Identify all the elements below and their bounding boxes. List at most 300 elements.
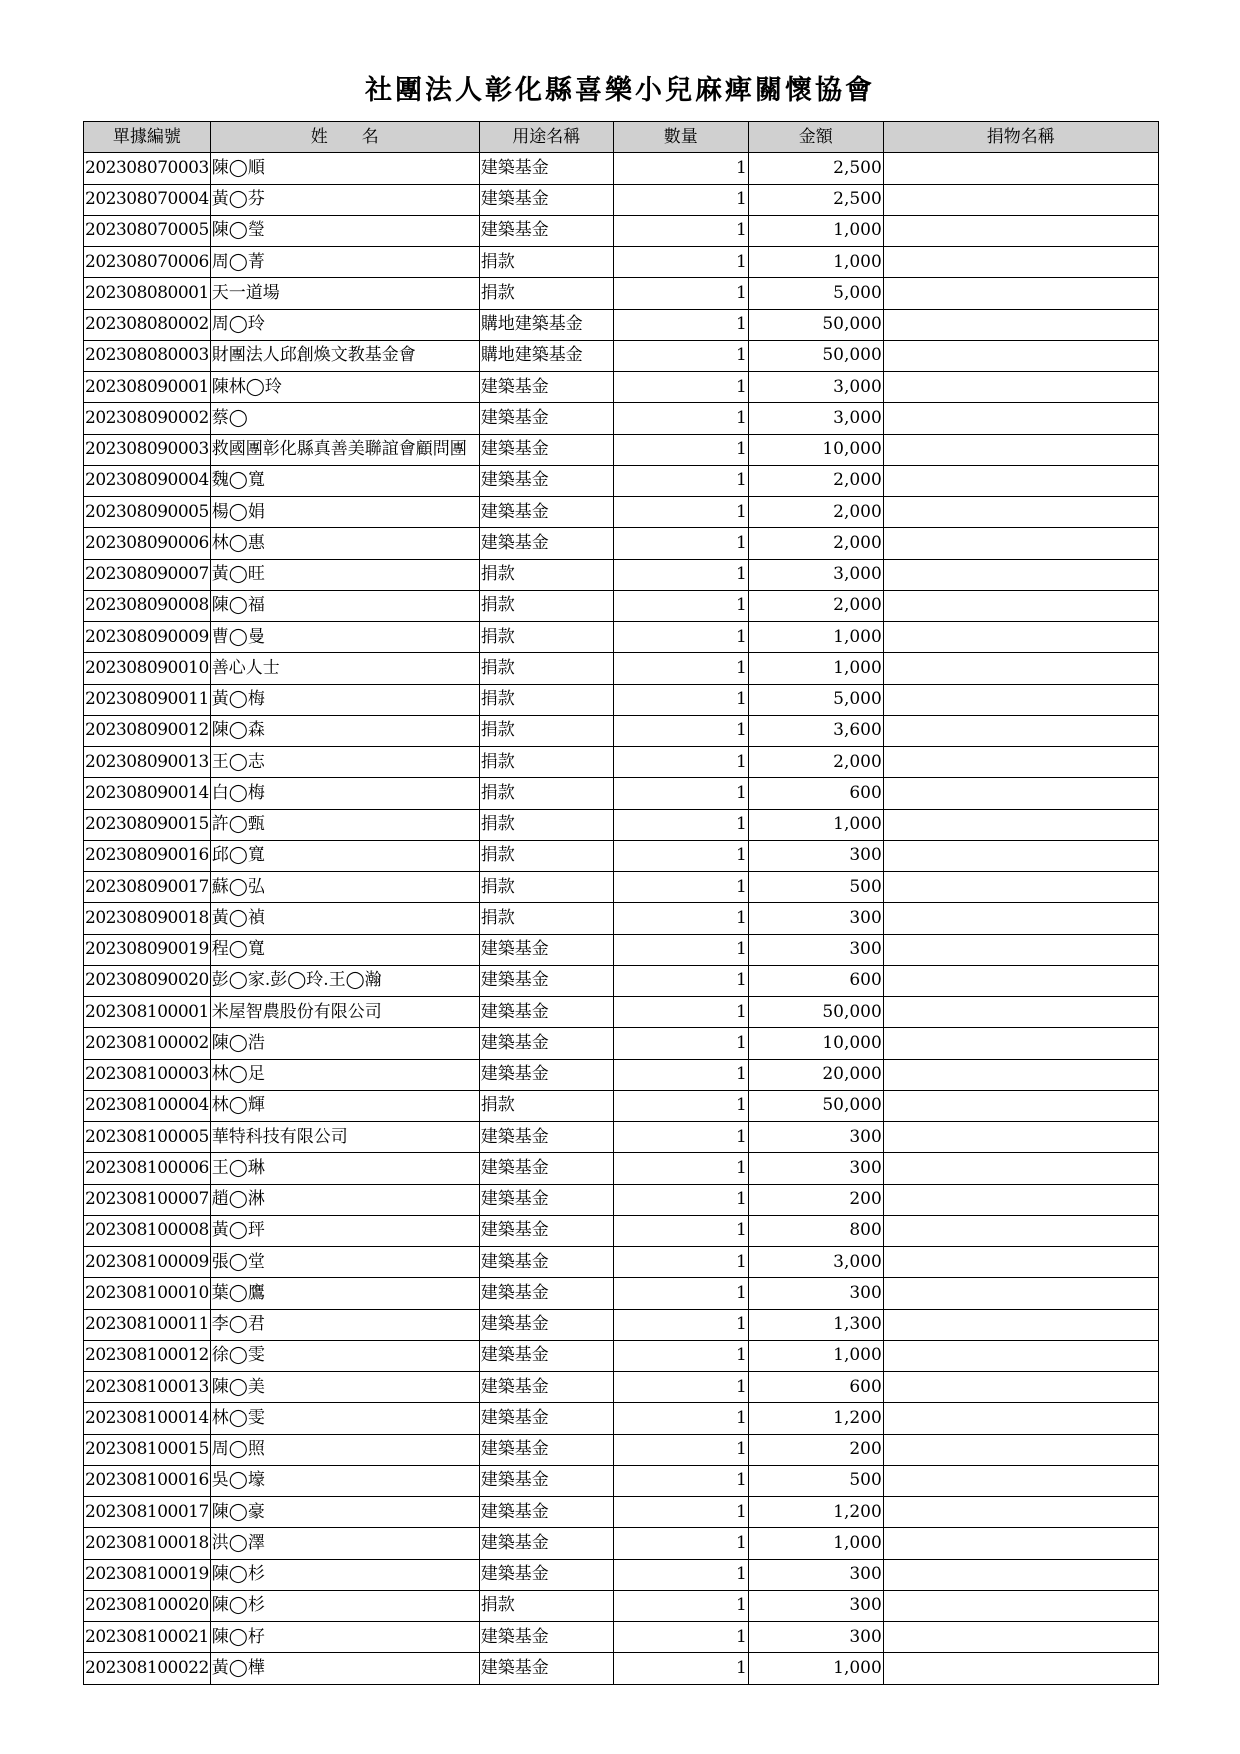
cell-receipt-number: 202308090004 <box>84 465 211 496</box>
cell-amount: 2,000 <box>748 590 883 621</box>
cell-receipt-number: 202308090020 <box>84 965 211 996</box>
cell-quantity: 1 <box>613 1247 748 1278</box>
cell-quantity: 1 <box>613 184 748 215</box>
table-row <box>84 1184 1159 1215</box>
table-row <box>84 497 1159 528</box>
cell-quantity: 1 <box>613 1090 748 1121</box>
cell-name: 陳◯杉 <box>210 1559 479 1590</box>
cell-receipt-number: 202308080003 <box>84 340 211 371</box>
cell-donated-item <box>883 184 1158 215</box>
cell-name: 彭◯家.彭◯玲.王◯瀚 <box>210 965 479 996</box>
cell-name: 周◯菁 <box>210 247 479 278</box>
cell-name: 陳◯杉 <box>210 1590 479 1621</box>
table-row <box>84 1434 1159 1465</box>
cell-amount: 50,000 <box>748 309 883 340</box>
cell-receipt-number: 202308090017 <box>84 872 211 903</box>
cell-receipt-number: 202308100004 <box>84 1090 211 1121</box>
cell-quantity: 1 <box>613 1059 748 1090</box>
cell-purpose: 購地建築基金 <box>479 340 613 371</box>
cell-receipt-number: 202308090015 <box>84 809 211 840</box>
cell-amount: 3,000 <box>748 372 883 403</box>
cell-name: 李◯君 <box>210 1309 479 1340</box>
cell-receipt-number: 202308100003 <box>84 1059 211 1090</box>
cell-donated-item <box>883 1059 1158 1090</box>
cell-quantity: 1 <box>613 684 748 715</box>
table-row <box>84 434 1159 465</box>
cell-donated-item <box>883 1528 1158 1559</box>
cell-donated-item <box>883 559 1158 590</box>
cell-purpose: 建築基金 <box>479 1184 613 1215</box>
table-row <box>84 1465 1159 1496</box>
table-row <box>84 403 1159 434</box>
cell-quantity: 1 <box>613 278 748 309</box>
cell-purpose: 建築基金 <box>479 215 613 246</box>
table-row <box>84 965 1159 996</box>
cell-purpose: 捐款 <box>479 278 613 309</box>
cell-amount: 300 <box>748 840 883 871</box>
cell-amount: 300 <box>748 1622 883 1653</box>
table-row <box>84 653 1159 684</box>
cell-name: 黃◯禎 <box>210 903 479 934</box>
cell-donated-item <box>883 1622 1158 1653</box>
cell-receipt-number: 202308090005 <box>84 497 211 528</box>
cell-purpose: 建築基金 <box>479 528 613 559</box>
table-row <box>84 1372 1159 1403</box>
table-row <box>84 747 1159 778</box>
cell-amount: 1,200 <box>748 1403 883 1434</box>
cell-quantity: 1 <box>613 559 748 590</box>
cell-receipt-number: 202308100009 <box>84 1247 211 1278</box>
cell-name: 曹◯曼 <box>210 622 479 653</box>
cell-name: 陳林◯玲 <box>210 372 479 403</box>
cell-donated-item <box>883 1153 1158 1184</box>
cell-purpose: 建築基金 <box>479 372 613 403</box>
cell-quantity: 1 <box>613 465 748 496</box>
cell-purpose: 捐款 <box>479 747 613 778</box>
cell-amount: 2,000 <box>748 465 883 496</box>
cell-name: 林◯雯 <box>210 1403 479 1434</box>
cell-purpose: 捐款 <box>479 622 613 653</box>
cell-receipt-number: 202308100010 <box>84 1278 211 1309</box>
cell-name: 王◯志 <box>210 747 479 778</box>
cell-name: 邱◯寬 <box>210 840 479 871</box>
cell-donated-item <box>883 1028 1158 1059</box>
cell-quantity: 1 <box>613 1465 748 1496</box>
cell-name: 財團法人邱創煥文教基金會 <box>210 340 479 371</box>
cell-amount: 300 <box>748 1559 883 1590</box>
cell-receipt-number: 202308090001 <box>84 372 211 403</box>
cell-name: 周◯照 <box>210 1434 479 1465</box>
cell-receipt-number: 202308100019 <box>84 1559 211 1590</box>
cell-quantity: 1 <box>613 1184 748 1215</box>
table-row <box>84 215 1159 246</box>
table-row <box>84 590 1159 621</box>
table-row <box>84 278 1159 309</box>
table-body <box>84 153 1159 1684</box>
header-quantity: 數量 <box>613 122 748 153</box>
cell-donated-item <box>883 1465 1158 1496</box>
cell-name: 葉◯鷹 <box>210 1278 479 1309</box>
cell-donated-item <box>883 934 1158 965</box>
cell-quantity: 1 <box>613 1028 748 1059</box>
cell-amount: 1,000 <box>748 215 883 246</box>
cell-donated-item <box>883 965 1158 996</box>
cell-quantity: 1 <box>613 497 748 528</box>
document-title: 社團法人彰化縣喜樂小兒麻痺關懷協會 <box>365 75 875 106</box>
cell-purpose: 建築基金 <box>479 184 613 215</box>
table-row <box>84 1153 1159 1184</box>
cell-amount: 600 <box>748 1372 883 1403</box>
cell-donated-item <box>883 434 1158 465</box>
cell-receipt-number: 202308090003 <box>84 434 211 465</box>
header-name: 姓 名 <box>210 122 479 153</box>
cell-amount: 3,000 <box>748 559 883 590</box>
cell-donated-item <box>883 1497 1158 1528</box>
cell-name: 吳◯壕 <box>210 1465 479 1496</box>
cell-receipt-number: 202308090018 <box>84 903 211 934</box>
cell-donated-item <box>883 153 1158 184</box>
table-row <box>84 1090 1159 1121</box>
cell-donated-item <box>883 1278 1158 1309</box>
cell-amount: 5,000 <box>748 278 883 309</box>
cell-purpose: 捐款 <box>479 684 613 715</box>
table-row <box>84 1059 1159 1090</box>
table-row <box>84 1653 1159 1684</box>
cell-amount: 2,500 <box>748 184 883 215</box>
cell-receipt-number: 202308090009 <box>84 622 211 653</box>
cell-quantity: 1 <box>613 1497 748 1528</box>
cell-name: 黃◯玶 <box>210 1215 479 1246</box>
cell-amount: 800 <box>748 1215 883 1246</box>
cell-amount: 500 <box>748 872 883 903</box>
cell-purpose: 建築基金 <box>479 965 613 996</box>
cell-receipt-number: 202308070003 <box>84 153 211 184</box>
cell-name: 黃◯旺 <box>210 559 479 590</box>
cell-purpose: 建築基金 <box>479 1059 613 1090</box>
cell-receipt-number: 202308100007 <box>84 1184 211 1215</box>
cell-receipt-number: 202308100018 <box>84 1528 211 1559</box>
table-row <box>84 1528 1159 1559</box>
cell-receipt-number: 202308090008 <box>84 590 211 621</box>
header-donated-item: 捐物名稱 <box>883 122 1158 153</box>
cell-donated-item <box>883 1090 1158 1121</box>
cell-amount: 2,000 <box>748 528 883 559</box>
cell-name: 楊◯娟 <box>210 497 479 528</box>
cell-purpose: 建築基金 <box>479 1403 613 1434</box>
cell-name: 陳◯福 <box>210 590 479 621</box>
cell-purpose: 建築基金 <box>479 1622 613 1653</box>
cell-quantity: 1 <box>613 872 748 903</box>
cell-receipt-number: 202308100021 <box>84 1622 211 1653</box>
cell-purpose: 建築基金 <box>479 153 613 184</box>
cell-amount: 1,000 <box>748 1528 883 1559</box>
cell-name: 黃◯梅 <box>210 684 479 715</box>
cell-donated-item <box>883 840 1158 871</box>
cell-donated-item <box>883 1590 1158 1621</box>
cell-amount: 3,000 <box>748 1247 883 1278</box>
cell-name: 魏◯寬 <box>210 465 479 496</box>
cell-quantity: 1 <box>613 1653 748 1684</box>
table-row <box>84 1028 1159 1059</box>
cell-amount: 300 <box>748 1153 883 1184</box>
cell-receipt-number: 202308100016 <box>84 1465 211 1496</box>
cell-receipt-number: 202308090006 <box>84 528 211 559</box>
cell-donated-item <box>883 1215 1158 1246</box>
cell-amount: 50,000 <box>748 340 883 371</box>
cell-amount: 300 <box>748 1278 883 1309</box>
cell-amount: 1,200 <box>748 1497 883 1528</box>
cell-purpose: 建築基金 <box>479 1559 613 1590</box>
cell-donated-item <box>883 1247 1158 1278</box>
table-row <box>84 465 1159 496</box>
cell-purpose: 捐款 <box>479 247 613 278</box>
table-row <box>84 1559 1159 1590</box>
cell-amount: 1,000 <box>748 809 883 840</box>
table-row <box>84 934 1159 965</box>
cell-receipt-number: 202308100012 <box>84 1340 211 1371</box>
cell-donated-item <box>883 653 1158 684</box>
cell-quantity: 1 <box>613 1122 748 1153</box>
cell-receipt-number: 202308100020 <box>84 1590 211 1621</box>
cell-receipt-number: 202308080001 <box>84 278 211 309</box>
cell-quantity: 1 <box>613 1559 748 1590</box>
cell-quantity: 1 <box>613 747 748 778</box>
cell-donated-item <box>883 309 1158 340</box>
cell-name: 許◯甄 <box>210 809 479 840</box>
table-row <box>84 184 1159 215</box>
cell-purpose: 建築基金 <box>479 1497 613 1528</box>
cell-receipt-number: 202308100011 <box>84 1309 211 1340</box>
cell-purpose: 建築基金 <box>479 997 613 1028</box>
cell-receipt-number: 202308090014 <box>84 778 211 809</box>
cell-quantity: 1 <box>613 653 748 684</box>
cell-name: 白◯梅 <box>210 778 479 809</box>
cell-donated-item <box>883 278 1158 309</box>
cell-donated-item <box>883 497 1158 528</box>
cell-receipt-number: 202308100008 <box>84 1215 211 1246</box>
cell-amount: 200 <box>748 1184 883 1215</box>
cell-quantity: 1 <box>613 309 748 340</box>
cell-purpose: 捐款 <box>479 809 613 840</box>
cell-name: 趙◯淋 <box>210 1184 479 1215</box>
cell-amount: 600 <box>748 965 883 996</box>
cell-receipt-number: 202308100017 <box>84 1497 211 1528</box>
cell-amount: 2,000 <box>748 497 883 528</box>
cell-donated-item <box>883 340 1158 371</box>
cell-receipt-number: 202308100014 <box>84 1403 211 1434</box>
cell-donated-item <box>883 684 1158 715</box>
table-row <box>84 247 1159 278</box>
table-row <box>84 778 1159 809</box>
cell-quantity: 1 <box>613 372 748 403</box>
cell-purpose: 建築基金 <box>479 1434 613 1465</box>
cell-amount: 1,000 <box>748 1653 883 1684</box>
cell-name: 林◯足 <box>210 1059 479 1090</box>
cell-donated-item <box>883 590 1158 621</box>
cell-amount: 500 <box>748 1465 883 1496</box>
cell-receipt-number: 202308100015 <box>84 1434 211 1465</box>
cell-quantity: 1 <box>613 590 748 621</box>
cell-name: 張◯堂 <box>210 1247 479 1278</box>
cell-name: 華特科技有限公司 <box>210 1122 479 1153</box>
cell-donated-item <box>883 1372 1158 1403</box>
table-row <box>84 903 1159 934</box>
cell-receipt-number: 202308100006 <box>84 1153 211 1184</box>
cell-purpose: 建築基金 <box>479 1247 613 1278</box>
cell-donated-item <box>883 1309 1158 1340</box>
cell-receipt-number: 202308100013 <box>84 1372 211 1403</box>
table-row <box>84 153 1159 184</box>
donation-table <box>83 121 1159 1685</box>
cell-purpose: 建築基金 <box>479 1340 613 1371</box>
cell-receipt-number: 202308090016 <box>84 840 211 871</box>
cell-amount: 10,000 <box>748 1028 883 1059</box>
cell-purpose: 建築基金 <box>479 1278 613 1309</box>
cell-receipt-number: 202308070006 <box>84 247 211 278</box>
table-row <box>84 1497 1159 1528</box>
cell-receipt-number: 202308070005 <box>84 215 211 246</box>
cell-purpose: 捐款 <box>479 778 613 809</box>
cell-quantity: 1 <box>613 778 748 809</box>
cell-amount: 50,000 <box>748 1090 883 1121</box>
cell-purpose: 捐款 <box>479 1090 613 1121</box>
cell-purpose: 捐款 <box>479 872 613 903</box>
cell-quantity: 1 <box>613 1622 748 1653</box>
cell-name: 程◯寬 <box>210 934 479 965</box>
cell-name: 陳◯森 <box>210 715 479 746</box>
cell-amount: 5,000 <box>748 684 883 715</box>
cell-amount: 50,000 <box>748 997 883 1028</box>
cell-purpose: 建築基金 <box>479 1528 613 1559</box>
cell-receipt-number: 202308100001 <box>84 997 211 1028</box>
table-row <box>84 715 1159 746</box>
cell-quantity: 1 <box>613 1372 748 1403</box>
cell-receipt-number: 202308090011 <box>84 684 211 715</box>
cell-amount: 20,000 <box>748 1059 883 1090</box>
table-row <box>84 309 1159 340</box>
cell-receipt-number: 202308100002 <box>84 1028 211 1059</box>
cell-quantity: 1 <box>613 1434 748 1465</box>
cell-quantity: 1 <box>613 403 748 434</box>
table-row <box>84 528 1159 559</box>
table-header-row <box>84 122 1159 153</box>
cell-quantity: 1 <box>613 715 748 746</box>
cell-donated-item <box>883 215 1158 246</box>
cell-amount: 1,300 <box>748 1309 883 1340</box>
cell-amount: 2,500 <box>748 153 883 184</box>
table-row <box>84 1403 1159 1434</box>
cell-donated-item <box>883 1434 1158 1465</box>
cell-donated-item <box>883 403 1158 434</box>
table-row <box>84 1247 1159 1278</box>
cell-name: 陳◯瑩 <box>210 215 479 246</box>
cell-name: 黃◯樺 <box>210 1653 479 1684</box>
table-row <box>84 340 1159 371</box>
header-purpose: 用途名稱 <box>479 122 613 153</box>
cell-name: 蘇◯弘 <box>210 872 479 903</box>
cell-amount: 600 <box>748 778 883 809</box>
cell-name: 天一道場 <box>210 278 479 309</box>
cell-quantity: 1 <box>613 809 748 840</box>
header-receipt-number: 單據編號 <box>84 122 211 153</box>
cell-amount: 1,000 <box>748 622 883 653</box>
cell-purpose: 建築基金 <box>479 465 613 496</box>
cell-name: 陳◯美 <box>210 1372 479 1403</box>
cell-quantity: 1 <box>613 1528 748 1559</box>
cell-quantity: 1 <box>613 247 748 278</box>
cell-amount: 2,000 <box>748 747 883 778</box>
cell-quantity: 1 <box>613 340 748 371</box>
cell-donated-item <box>883 1559 1158 1590</box>
cell-donated-item <box>883 528 1158 559</box>
cell-name: 陳◯浩 <box>210 1028 479 1059</box>
cell-donated-item <box>883 715 1158 746</box>
cell-donated-item <box>883 997 1158 1028</box>
cell-donated-item <box>883 1653 1158 1684</box>
cell-receipt-number: 202308090012 <box>84 715 211 746</box>
cell-receipt-number: 202308090013 <box>84 747 211 778</box>
cell-name: 陳◯豪 <box>210 1497 479 1528</box>
cell-quantity: 1 <box>613 1340 748 1371</box>
cell-purpose: 捐款 <box>479 559 613 590</box>
cell-purpose: 建築基金 <box>479 1122 613 1153</box>
cell-amount: 300 <box>748 903 883 934</box>
cell-donated-item <box>883 622 1158 653</box>
cell-purpose: 建築基金 <box>479 403 613 434</box>
cell-quantity: 1 <box>613 1403 748 1434</box>
cell-donated-item <box>883 903 1158 934</box>
cell-purpose: 建築基金 <box>479 934 613 965</box>
cell-quantity: 1 <box>613 965 748 996</box>
cell-purpose: 建築基金 <box>479 1153 613 1184</box>
cell-amount: 10,000 <box>748 434 883 465</box>
cell-quantity: 1 <box>613 1215 748 1246</box>
cell-donated-item <box>883 809 1158 840</box>
table-row <box>84 1215 1159 1246</box>
table-row <box>84 1278 1159 1309</box>
cell-name: 林◯惠 <box>210 528 479 559</box>
cell-purpose: 建築基金 <box>479 1465 613 1496</box>
table-row <box>84 840 1159 871</box>
cell-name: 米屋智農股份有限公司 <box>210 997 479 1028</box>
cell-purpose: 捐款 <box>479 590 613 621</box>
cell-donated-item <box>883 747 1158 778</box>
cell-quantity: 1 <box>613 1590 748 1621</box>
cell-purpose: 建築基金 <box>479 1372 613 1403</box>
cell-purpose: 建築基金 <box>479 1215 613 1246</box>
cell-name: 蔡◯ <box>210 403 479 434</box>
cell-quantity: 1 <box>613 215 748 246</box>
cell-quantity: 1 <box>613 997 748 1028</box>
table-row <box>84 1590 1159 1621</box>
cell-name: 陳◯杍 <box>210 1622 479 1653</box>
cell-amount: 1,000 <box>748 247 883 278</box>
cell-amount: 1,000 <box>748 653 883 684</box>
cell-receipt-number: 202308090010 <box>84 653 211 684</box>
table-row <box>84 622 1159 653</box>
cell-donated-item <box>883 1184 1158 1215</box>
cell-amount: 300 <box>748 1122 883 1153</box>
table-row <box>84 1309 1159 1340</box>
cell-amount: 300 <box>748 934 883 965</box>
cell-receipt-number: 202308100005 <box>84 1122 211 1153</box>
cell-donated-item <box>883 778 1158 809</box>
cell-purpose: 建築基金 <box>479 1309 613 1340</box>
cell-receipt-number: 202308100022 <box>84 1653 211 1684</box>
header-amount: 金額 <box>748 122 883 153</box>
cell-receipt-number: 202308070004 <box>84 184 211 215</box>
cell-amount: 3,000 <box>748 403 883 434</box>
